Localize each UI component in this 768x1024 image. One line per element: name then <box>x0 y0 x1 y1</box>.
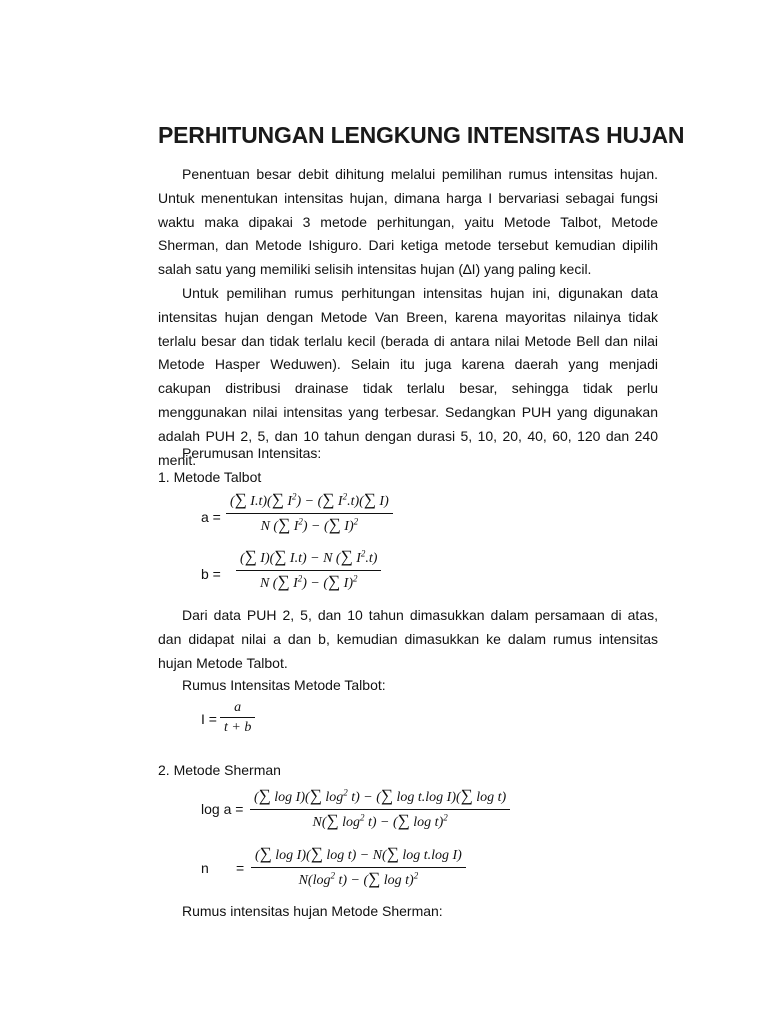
perumusan-label: Perumusan Intensitas: <box>182 445 322 461</box>
eq-a-denominator: N (∑ $I^2$) − (∑ I)$^2$ <box>260 515 359 534</box>
eq-b-denominator: N (∑ $I^2$) − (∑ I)$^2$ <box>259 572 358 591</box>
eq-a-fraction <box>226 490 393 537</box>
eq-b-fraction-bar <box>236 570 381 571</box>
eq-loga-denominator: N(∑ $\log^2 t$) − (∑ log t)$^2$ <box>312 811 448 830</box>
page-title: PERHITUNGAN LENGKUNG INTENSITAS HUJAN <box>158 122 685 148</box>
talbot-formula-label: Rumus Intensitas Metode Talbot: <box>182 677 386 693</box>
eq-a-numerator: (∑ I.t)(∑ $I^2$) − (∑ $I^2.t)(\sum$ I) <box>230 490 389 509</box>
eq-b-label: b = <box>201 566 221 582</box>
eq-n-label: n <box>201 860 209 876</box>
sherman-heading: 2. Metode Sherman <box>158 762 281 778</box>
eq-i-label: I = <box>201 711 217 727</box>
eq-n-denominator: $N(\log^2$ t) − (∑ log t)$^2$ <box>298 869 419 888</box>
paragraph-1: Penentuan besar debit dihitung melalui pemilihan rumus intensitas hujan. Untuk menentukan intensitas hujan, dimana harga I bervariasi sebagai fungsi waktu maka dipakai 3 metode perhitungan, yaitu Metode Talbot, Metode Sherman, dan Metode Ishiguro. Dari ketiga metode tersebut kemudian dipilih salah satu yang memiliki selisih intensitas hujan (∆I) yang paling kecil. <box>158 166 658 278</box>
eq-loga-fraction-bar <box>250 809 510 810</box>
eq-a-fraction-bar <box>226 513 393 514</box>
talbot-heading: 1. Metode Talbot <box>158 469 262 485</box>
paragraph-3: Dari data PUH 2, 5, dan 10 tahun dimasukkan dalam persamaan di atas, dan didapat nilai a dan b, kemudian dimasukkan ke dalam rumus intensitas hujan Metode Talbot. <box>158 607 658 671</box>
paragraph-2: Untuk pemilihan rumus perhitungan intensitas hujan ini, digunakan data intensitas hujan dengan Metode Van Breen, karena mayoritas nilainya tidak terlalu besar dan tidak terlalu kecil (berada di antara nilai Metode Bell dan nilai Metode Hasper Weduwen). Selain itu juga karena daerah yang menjadi cakupan distribusi drainase tidak terlalu besar, sehingga tidak perlu menggunakan nilai intensitas yang terbesar. Sedangkan PUH yang digunakan adalah PUH 2, 5, dan 10 tahun dengan durasi 5, 10, 20, 40, 60, 120 dan 240 menit. <box>158 285 658 468</box>
eq-loga-fraction <box>250 786 510 833</box>
eq-i-fraction <box>220 700 255 737</box>
sherman-formula-label: Rumus intensitas hujan Metode Sherman: <box>182 903 443 919</box>
eq-b-numerator: (∑ I)(∑ I.t) − N (∑ $I^2.t$) <box>240 547 378 566</box>
eq-i-denominator: t + b <box>224 720 252 735</box>
eq-i-numerator: a <box>234 700 242 715</box>
eq-i-fraction-bar <box>220 717 255 718</box>
eq-n-numerator: (∑ log I)(∑ log t) − N(∑ log t.log I) <box>255 844 462 863</box>
eq-n-fraction-bar <box>251 867 466 868</box>
eq-n-fraction <box>251 844 466 891</box>
eq-loga-label: log a = <box>201 801 244 817</box>
eq-b-fraction <box>236 547 381 594</box>
eq-a-label: a = <box>201 509 221 525</box>
eq-n-equals: = <box>236 860 245 876</box>
eq-loga-numerator: (∑ log I)(∑ $\log^2 t$) − (∑ log t.log I)(∑ log t) <box>254 786 507 805</box>
